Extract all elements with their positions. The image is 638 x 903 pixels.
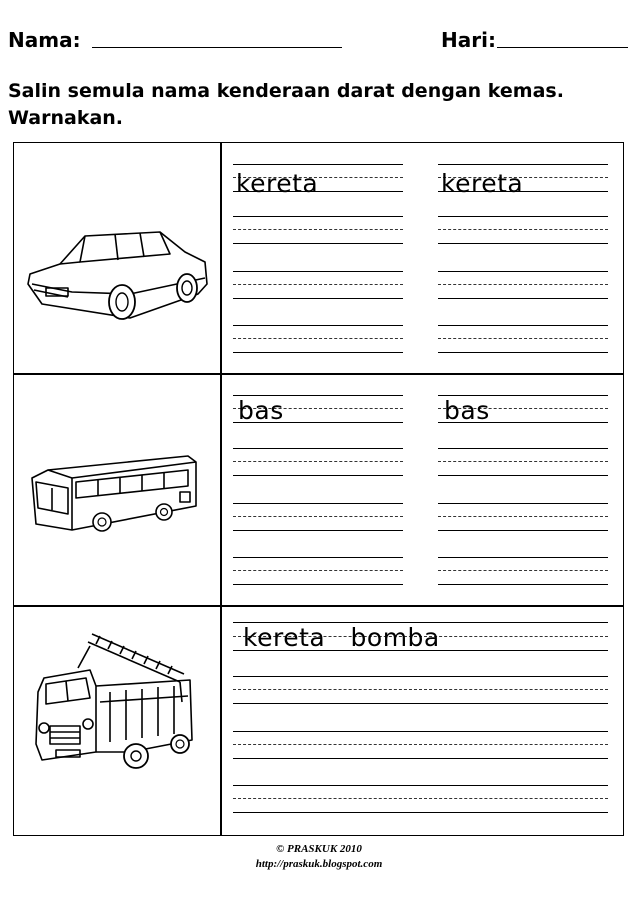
model-word-car-left: kereta [236, 169, 319, 198]
name-field[interactable] [92, 47, 342, 48]
day-field[interactable] [497, 47, 628, 48]
bus-icon [28, 448, 200, 538]
model-word-fire-engine: kereta bomba [243, 623, 440, 652]
model-word-bus-left: bas [238, 396, 284, 425]
day-label: Hari: [441, 28, 496, 52]
car-icon [20, 222, 215, 332]
instruction-line-2: Warnakan. [8, 107, 124, 129]
name-label: Nama: [8, 28, 81, 52]
model-word-car-right: kereta [441, 169, 524, 198]
copyright-text: © PRASKUK 2010 [276, 843, 362, 855]
fire-engine-icon [30, 632, 200, 782]
model-word-bus-right: bas [444, 396, 490, 425]
blog-url[interactable]: http://praskuk.blogspot.com [255, 858, 383, 870]
instruction-line-1: Salin semula nama kenderaan darat dengan kemas. [8, 80, 564, 102]
